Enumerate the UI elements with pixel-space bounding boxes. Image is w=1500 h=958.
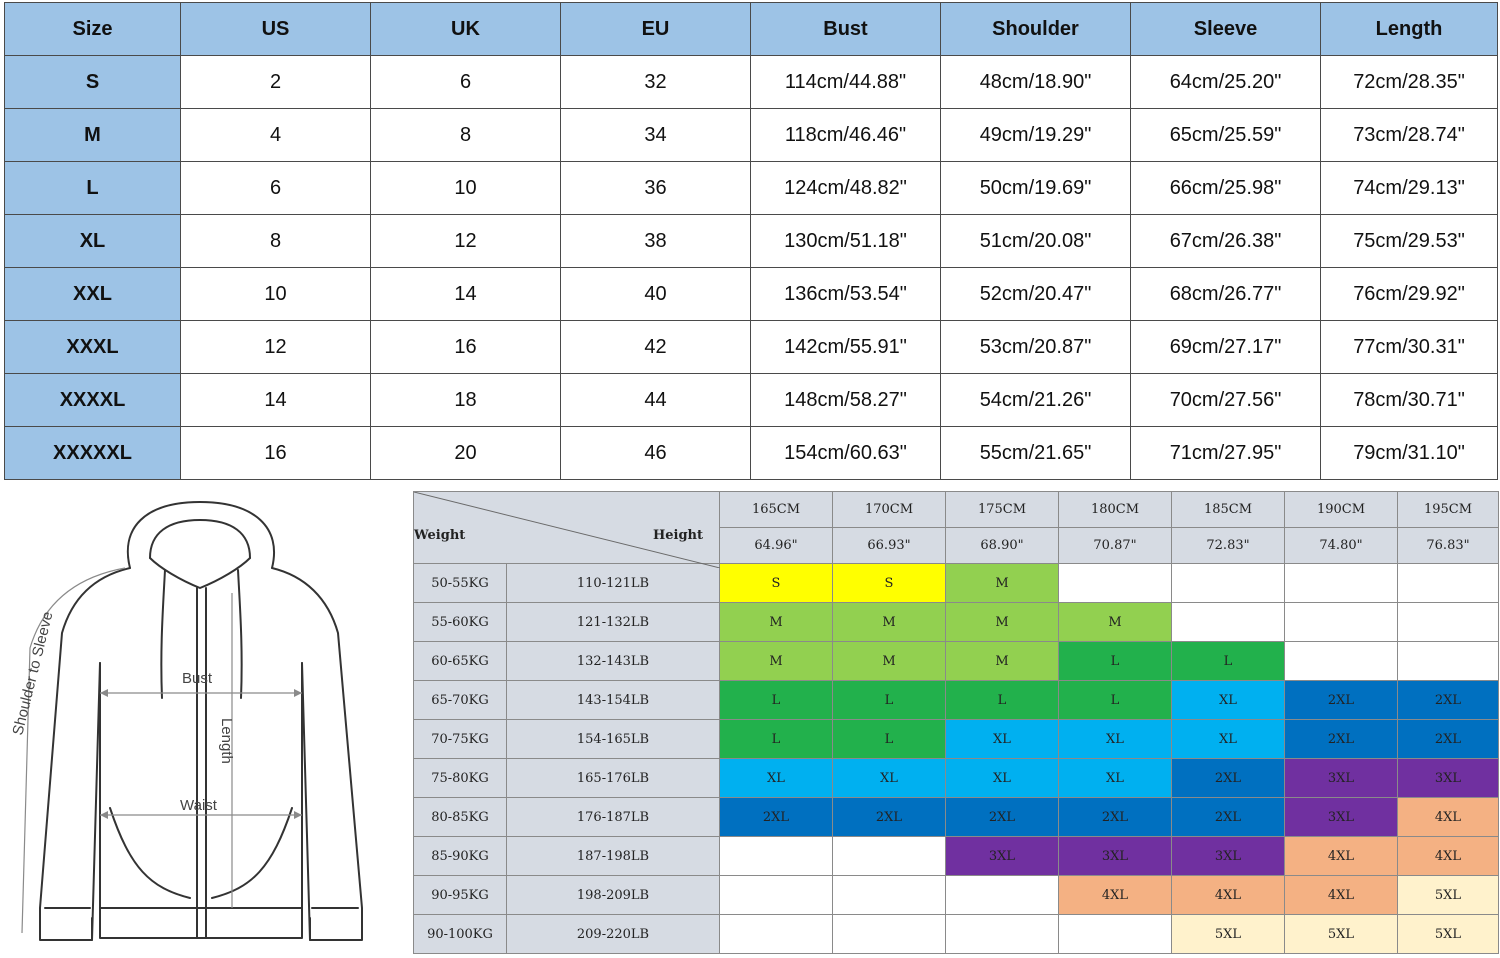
header-size: Size	[5, 3, 181, 56]
weight-kg-cell: 85-90KG	[414, 837, 507, 876]
height-cm-cell: 170CM	[833, 492, 946, 528]
weight-lb-cell: 209-220LB	[507, 915, 720, 954]
size-value-cell: 114cm/44.88"	[751, 56, 941, 109]
size-label-cell: M	[5, 109, 181, 162]
recommended-size-cell	[946, 876, 1059, 915]
weight-kg-cell: 75-80KG	[414, 759, 507, 798]
weight-lb-cell: 198-209LB	[507, 876, 720, 915]
recommended-size-cell: 3XL	[1172, 837, 1285, 876]
size-value-cell: 48cm/18.90"	[941, 56, 1131, 109]
size-value-cell: 16	[181, 427, 371, 480]
header-length: Length	[1321, 3, 1498, 56]
recommended-size-cell: 4XL	[1059, 876, 1172, 915]
size-label-cell: XXL	[5, 268, 181, 321]
height-cm-cell: 190CM	[1285, 492, 1398, 528]
recommended-size-cell	[1285, 564, 1398, 603]
size-value-cell: 6	[371, 56, 561, 109]
recommended-size-cell: 2XL	[1285, 720, 1398, 759]
height-in-cell: 70.87"	[1059, 528, 1172, 564]
size-value-cell: 148cm/58.27"	[751, 374, 941, 427]
weight-row	[414, 759, 1499, 798]
size-row	[5, 321, 1498, 374]
size-label-cell: XXXXXL	[5, 427, 181, 480]
size-row	[5, 427, 1498, 480]
recommended-size-cell: 5XL	[1398, 915, 1499, 954]
recommended-size-cell	[833, 837, 946, 876]
size-value-cell: 6	[181, 162, 371, 215]
recommended-size-cell: M	[833, 642, 946, 681]
recommended-size-cell: 2XL	[1172, 798, 1285, 837]
height-cm-cell: 195CM	[1398, 492, 1499, 528]
size-value-cell: 118cm/46.46"	[751, 109, 941, 162]
size-value-cell: 66cm/25.98"	[1131, 162, 1321, 215]
size-value-cell: 10	[371, 162, 561, 215]
recommended-size-cell: L	[1059, 681, 1172, 720]
height-in-cell: 68.90"	[946, 528, 1059, 564]
recommended-size-cell: XL	[720, 759, 833, 798]
recommended-size-cell: 2XL	[1285, 681, 1398, 720]
size-value-cell: 142cm/55.91"	[751, 321, 941, 374]
recommended-size-cell: 5XL	[1172, 915, 1285, 954]
size-value-cell: 44	[561, 374, 751, 427]
size-value-cell: 50cm/19.69"	[941, 162, 1131, 215]
size-row	[5, 162, 1498, 215]
size-value-cell: 51cm/20.08"	[941, 215, 1131, 268]
size-value-cell: 71cm/27.95"	[1131, 427, 1321, 480]
weight-row	[414, 915, 1499, 954]
height-in-cell: 64.96"	[720, 528, 833, 564]
recommended-size-cell: M	[833, 603, 946, 642]
weight-row	[414, 876, 1499, 915]
recommended-size-cell: M	[1059, 603, 1172, 642]
recommended-size-cell: 3XL	[1398, 759, 1499, 798]
recommended-size-cell	[1059, 564, 1172, 603]
header-bust: Bust	[751, 3, 941, 56]
size-value-cell: 38	[561, 215, 751, 268]
size-row	[5, 56, 1498, 109]
header-shoulder: Shoulder	[941, 3, 1131, 56]
weight-kg-cell: 70-75KG	[414, 720, 507, 759]
height-in-cell: 76.83"	[1398, 528, 1499, 564]
recommended-size-cell: M	[946, 642, 1059, 681]
weight-kg-cell: 55-60KG	[414, 603, 507, 642]
size-label-cell: XXXL	[5, 321, 181, 374]
recommended-size-cell: L	[720, 681, 833, 720]
size-value-cell: 54cm/21.26"	[941, 374, 1131, 427]
weight-row	[414, 603, 1499, 642]
size-value-cell: 124cm/48.82"	[751, 162, 941, 215]
recommended-size-cell: XL	[1172, 681, 1285, 720]
size-value-cell: 2	[181, 56, 371, 109]
size-recommendation-table	[413, 491, 1499, 954]
size-table-header-row	[5, 3, 1498, 56]
size-value-cell: 12	[371, 215, 561, 268]
recommended-size-cell: 4XL	[1398, 837, 1499, 876]
size-value-cell: 52cm/20.47"	[941, 268, 1131, 321]
recommended-size-cell	[720, 837, 833, 876]
size-value-cell: 79cm/31.10"	[1321, 427, 1498, 480]
size-value-cell: 75cm/29.53"	[1321, 215, 1498, 268]
weight-lb-cell: 154-165LB	[507, 720, 720, 759]
size-value-cell: 18	[371, 374, 561, 427]
size-table	[4, 2, 1498, 480]
recommended-size-cell	[720, 876, 833, 915]
size-value-cell: 14	[371, 268, 561, 321]
weight-lb-cell: 165-176LB	[507, 759, 720, 798]
size-value-cell: 67cm/26.38"	[1131, 215, 1321, 268]
size-value-cell: 68cm/26.77"	[1131, 268, 1321, 321]
size-value-cell: 130cm/51.18"	[751, 215, 941, 268]
size-value-cell: 73cm/28.74"	[1321, 109, 1498, 162]
recommended-size-cell: XL	[1059, 759, 1172, 798]
size-value-cell: 46	[561, 427, 751, 480]
recommended-size-cell: 5XL	[1398, 876, 1499, 915]
recommended-size-cell: M	[946, 564, 1059, 603]
recommended-size-cell: 4XL	[1172, 876, 1285, 915]
weight-row	[414, 564, 1499, 603]
size-value-cell: 49cm/19.29"	[941, 109, 1131, 162]
weight-axis-label: Weight	[414, 528, 466, 543]
weight-kg-cell: 60-65KG	[414, 642, 507, 681]
size-value-cell: 20	[371, 427, 561, 480]
size-row	[5, 268, 1498, 321]
size-value-cell: 64cm/25.20"	[1131, 56, 1321, 109]
recommended-size-cell: M	[720, 642, 833, 681]
size-label-cell: XXXXL	[5, 374, 181, 427]
recommended-size-cell	[1398, 564, 1499, 603]
height-cm-cell: 185CM	[1172, 492, 1285, 528]
weight-lb-cell: 121-132LB	[507, 603, 720, 642]
recommended-size-cell	[1285, 603, 1398, 642]
recommended-size-cell	[1398, 603, 1499, 642]
size-row	[5, 109, 1498, 162]
recommended-size-cell: 5XL	[1285, 915, 1398, 954]
recommended-size-cell: 4XL	[1285, 837, 1398, 876]
recommended-size-cell: 2XL	[1172, 759, 1285, 798]
height-cm-cell: 165CM	[720, 492, 833, 528]
recommended-size-cell	[1172, 564, 1285, 603]
recommended-size-cell: 2XL	[720, 798, 833, 837]
weight-row	[414, 681, 1499, 720]
height-cm-cell: 180CM	[1059, 492, 1172, 528]
recommended-size-cell: 3XL	[1285, 798, 1398, 837]
height-in-cell: 66.93"	[833, 528, 946, 564]
header-uk: UK	[371, 3, 561, 56]
weight-kg-cell: 65-70KG	[414, 681, 507, 720]
size-value-cell: 72cm/28.35"	[1321, 56, 1498, 109]
size-value-cell: 10	[181, 268, 371, 321]
size-label-cell: L	[5, 162, 181, 215]
size-value-cell: 78cm/30.71"	[1321, 374, 1498, 427]
size-value-cell: 14	[181, 374, 371, 427]
recommended-size-cell: XL	[1172, 720, 1285, 759]
recommended-size-cell	[1285, 642, 1398, 681]
size-value-cell: 34	[561, 109, 751, 162]
recommended-size-cell: S	[833, 564, 946, 603]
size-label-cell: S	[5, 56, 181, 109]
recommended-size-cell: 3XL	[1285, 759, 1398, 798]
recommended-size-cell: M	[946, 603, 1059, 642]
bust-label: Bust	[182, 670, 213, 687]
size-value-cell: 4	[181, 109, 371, 162]
weight-kg-cell: 50-55KG	[414, 564, 507, 603]
recommended-size-cell	[833, 915, 946, 954]
shoulder-to-sleeve-label: Shoulder to Sleeve	[9, 609, 57, 737]
weight-row	[414, 798, 1499, 837]
size-value-cell: 8	[371, 109, 561, 162]
recommended-size-cell: 4XL	[1285, 876, 1398, 915]
size-value-cell: 40	[561, 268, 751, 321]
weight-lb-cell: 110-121LB	[507, 564, 720, 603]
recommended-size-cell: XL	[1059, 720, 1172, 759]
size-value-cell: 36	[561, 162, 751, 215]
size-value-cell: 70cm/27.56"	[1131, 374, 1321, 427]
recommended-size-cell: XL	[946, 720, 1059, 759]
weight-lb-cell: 132-143LB	[507, 642, 720, 681]
size-value-cell: 74cm/29.13"	[1321, 162, 1498, 215]
hoodie-measurement-diagram	[0, 488, 400, 958]
recommended-size-cell: L	[946, 681, 1059, 720]
recommended-size-cell: 2XL	[1398, 720, 1499, 759]
recommended-size-cell	[720, 915, 833, 954]
recommended-size-cell: L	[1059, 642, 1172, 681]
recommended-size-cell: XL	[946, 759, 1059, 798]
recommended-size-cell: S	[720, 564, 833, 603]
recommended-size-cell	[1398, 642, 1499, 681]
size-value-cell: 136cm/53.54"	[751, 268, 941, 321]
recommended-size-cell: 3XL	[1059, 837, 1172, 876]
weight-kg-cell: 90-100KG	[414, 915, 507, 954]
recommended-size-cell: 2XL	[1398, 681, 1499, 720]
weight-lb-cell: 187-198LB	[507, 837, 720, 876]
size-value-cell: 65cm/25.59"	[1131, 109, 1321, 162]
recommended-size-cell	[1172, 603, 1285, 642]
recommended-size-cell: XL	[833, 759, 946, 798]
recommended-size-cell	[1059, 915, 1172, 954]
header-eu: EU	[561, 3, 751, 56]
size-value-cell: 53cm/20.87"	[941, 321, 1131, 374]
recommended-size-cell: 2XL	[1059, 798, 1172, 837]
length-label: Length	[218, 718, 235, 764]
recommended-size-cell: L	[720, 720, 833, 759]
recommended-size-cell: L	[1172, 642, 1285, 681]
weight-row	[414, 837, 1499, 876]
weight-lb-cell: 143-154LB	[507, 681, 720, 720]
size-label-cell: XL	[5, 215, 181, 268]
size-value-cell: 55cm/21.65"	[941, 427, 1131, 480]
size-row	[5, 215, 1498, 268]
size-value-cell: 154cm/60.63"	[751, 427, 941, 480]
waist-label: Waist	[180, 797, 217, 814]
size-value-cell: 42	[561, 321, 751, 374]
recommended-size-cell: M	[720, 603, 833, 642]
height-in-cell: 74.80"	[1285, 528, 1398, 564]
size-value-cell: 32	[561, 56, 751, 109]
size-value-cell: 8	[181, 215, 371, 268]
recommended-size-cell: L	[833, 720, 946, 759]
recommended-size-cell: 2XL	[833, 798, 946, 837]
height-in-cell: 72.83"	[1172, 528, 1285, 564]
header-sleeve: Sleeve	[1131, 3, 1321, 56]
height-cm-cell: 175CM	[946, 492, 1059, 528]
header-us: US	[181, 3, 371, 56]
height-axis-label: Height	[652, 528, 703, 543]
weight-kg-cell: 90-95KG	[414, 876, 507, 915]
size-value-cell: 12	[181, 321, 371, 374]
weight-row	[414, 642, 1499, 681]
size-row	[5, 374, 1498, 427]
recommended-size-cell: L	[833, 681, 946, 720]
height-cm-row	[414, 492, 1499, 528]
recommended-size-cell: 2XL	[946, 798, 1059, 837]
weight-height-corner	[414, 492, 720, 564]
weight-kg-cell: 80-85KG	[414, 798, 507, 837]
size-value-cell: 69cm/27.17"	[1131, 321, 1321, 374]
weight-row	[414, 720, 1499, 759]
size-value-cell: 76cm/29.92"	[1321, 268, 1498, 321]
recommended-size-cell	[833, 876, 946, 915]
weight-lb-cell: 176-187LB	[507, 798, 720, 837]
size-value-cell: 16	[371, 321, 561, 374]
recommended-size-cell: 4XL	[1398, 798, 1499, 837]
size-value-cell: 77cm/30.31"	[1321, 321, 1498, 374]
recommended-size-cell	[946, 915, 1059, 954]
recommended-size-cell: 3XL	[946, 837, 1059, 876]
